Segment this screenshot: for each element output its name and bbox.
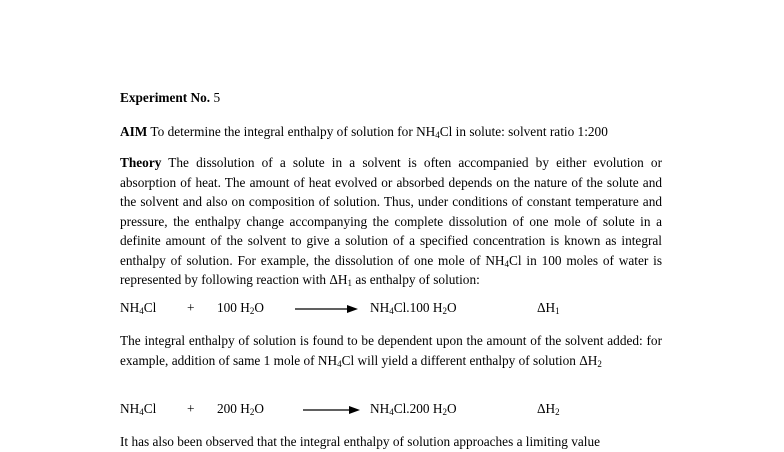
product	[370, 401, 457, 417]
p-sub: 4	[389, 407, 394, 417]
dh-sub: 1	[555, 306, 560, 316]
experiment-number: 5	[210, 90, 221, 105]
r1-a: NH	[120, 401, 140, 416]
dh: ΔH	[537, 300, 556, 315]
enthalpy-delta-h1	[537, 300, 560, 316]
para3-text: It has also been observed that the integral enthalpy of solution approaches a limiting value	[120, 434, 601, 449]
r2-a: 100 H	[217, 300, 250, 315]
r2-b: O	[254, 401, 264, 416]
p-c: O	[446, 300, 457, 315]
r1-a: NH	[120, 300, 140, 315]
para2-text-a: The integral enthalpy of solution is found to be dependent upon the amount of the solvent added: for example, addition of same 1 mole of NH	[120, 333, 662, 368]
aim-label: AIM	[120, 124, 148, 139]
theory-paragraph	[120, 153, 662, 290]
r1-b: Cl	[143, 300, 157, 315]
p-sub2: 2	[442, 306, 447, 316]
theory-text-a: The dissolution of a solute in a solvent is often accompanied by either evolution or absorption of heat. The amount of heat evolved or absorbed depends on the nature of the solute and the solvent and also on composition of solution. Thus, under conditions of constant temperature and pressure, the enthalpy change accompanying the complete dissolution of one mole of solute in a definite amount of the solvent to give a solution of a specified concentration is known as integral enthalpy of solution. For example, the dissolution of one mole of NH	[120, 155, 662, 268]
paragraph-3	[120, 432, 662, 452]
reactant-nh4cl	[120, 401, 156, 417]
p-sub: 4	[389, 306, 394, 316]
aim-line	[120, 123, 608, 141]
r2-b: O	[254, 300, 264, 315]
r1-sub: 4	[139, 407, 144, 417]
r2-sub: 2	[249, 407, 255, 417]
aim-text-b: Cl in solute: solvent ratio 1:200	[439, 124, 608, 139]
theory-subscript-1: 4	[504, 258, 510, 269]
r1-sub: 4	[139, 306, 144, 316]
enthalpy-delta-h2	[537, 401, 560, 417]
p-c: O	[446, 401, 457, 416]
experiment-heading	[120, 89, 220, 107]
theory-subscript-2: 1	[347, 278, 353, 288]
p-b: Cl.100 H	[393, 300, 443, 315]
para2-text-b: Cl will yield a different enthalpy of solution ΔH	[341, 352, 598, 368]
dh-sub: 2	[555, 407, 560, 417]
para2-subscript-2: 2	[597, 358, 602, 369]
reaction-arrow-icon	[303, 405, 361, 415]
product	[370, 300, 457, 316]
aim-text-a: To determine the integral enthalpy of solution for NH	[147, 124, 436, 139]
reaction-2	[0, 401, 784, 421]
reactant-water	[217, 401, 264, 417]
para2-subscript-1: 4	[337, 358, 342, 369]
p-a: NH	[370, 401, 390, 416]
dh: ΔH	[537, 401, 556, 416]
reactant-nh4cl	[120, 300, 156, 316]
paragraph-2	[120, 331, 662, 370]
plus-sign: +	[187, 401, 195, 416]
p-a: NH	[370, 300, 390, 315]
reactant-water	[217, 300, 264, 316]
aim-subscript: 4	[435, 130, 440, 140]
theory-text-b: Cl in 100 moles of water is represented by following reaction with ΔH	[120, 252, 662, 287]
p-sub2: 2	[442, 407, 447, 417]
plus-sign: +	[187, 300, 195, 315]
reaction-arrow-icon	[295, 304, 359, 314]
p-b: Cl.200 H	[393, 401, 443, 416]
heading-label: Experiment No.	[120, 90, 211, 105]
reaction-1	[0, 300, 784, 320]
theory-text-c: as enthalpy of solution:	[352, 272, 480, 287]
r1-b: Cl	[143, 401, 157, 416]
theory-label: Theory	[120, 155, 162, 170]
r2-a: 200 H	[217, 401, 250, 416]
r2-sub: 2	[249, 306, 255, 316]
